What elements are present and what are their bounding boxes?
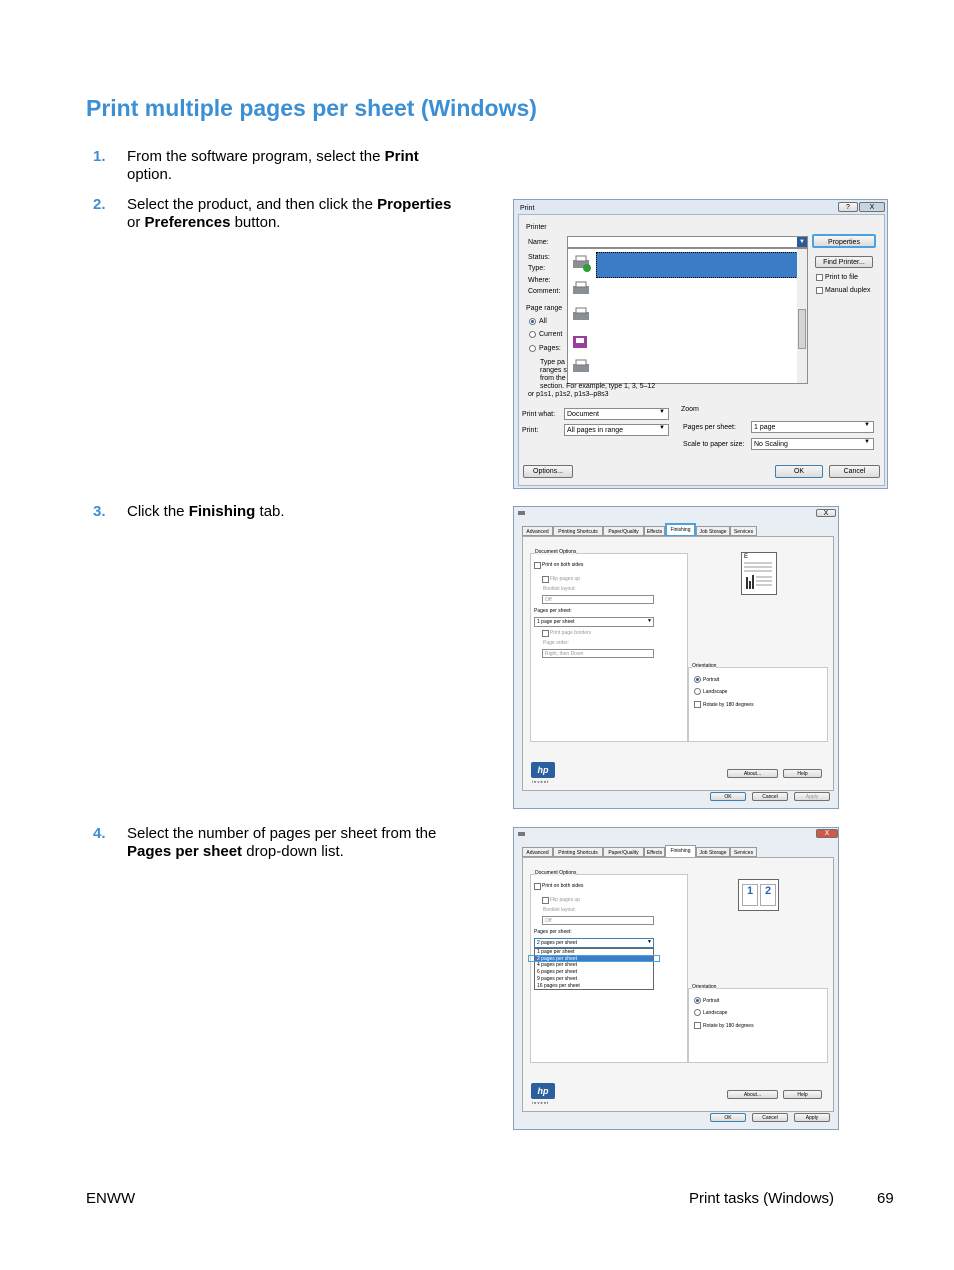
orientation-label: Orientation bbox=[692, 663, 717, 669]
document-options-label: Document Options bbox=[535, 549, 577, 555]
booklet-select[interactable]: Off bbox=[542, 916, 654, 925]
chevron-down-icon[interactable]: ▼ bbox=[659, 409, 665, 415]
close-title-button[interactable]: X bbox=[816, 829, 838, 838]
page-range-label: Page range bbox=[526, 305, 563, 312]
pages-per-sheet-select[interactable]: 2 pages per sheet bbox=[534, 938, 654, 948]
tab-services[interactable]: Services bbox=[730, 847, 757, 857]
printer-name-select[interactable] bbox=[567, 236, 808, 248]
cancel-button[interactable]: Cancel bbox=[752, 1113, 788, 1122]
all-label: All bbox=[539, 318, 547, 325]
apply-button[interactable]: Apply bbox=[794, 1113, 830, 1122]
name-label: Name: bbox=[528, 239, 549, 246]
step-bold: Properties bbox=[377, 196, 452, 213]
step-number: 3. bbox=[93, 503, 106, 520]
scale-label: Scale to paper size: bbox=[683, 441, 745, 448]
manual-duplex-checkbox[interactable] bbox=[816, 287, 823, 294]
pages-per-sheet-label: Pages per sheet: bbox=[683, 424, 736, 431]
print-label: Print: bbox=[522, 427, 539, 434]
comment-label: Comment: bbox=[528, 288, 561, 295]
tab-job-storage[interactable]: Job Storage bbox=[696, 526, 730, 536]
flip-pages-label: Flip pages up bbox=[550, 897, 581, 903]
apply-button[interactable]: Apply bbox=[794, 792, 830, 801]
step-number: 2. bbox=[93, 196, 106, 213]
current-radio[interactable] bbox=[529, 331, 536, 338]
printer-icon bbox=[518, 509, 525, 516]
options-button[interactable]: Options... bbox=[523, 465, 573, 478]
tab-finishing[interactable]: Finishing bbox=[665, 845, 696, 858]
help-button[interactable]: Help bbox=[783, 1090, 822, 1099]
printer-icon bbox=[570, 280, 592, 298]
document-options-label: Document Options bbox=[535, 870, 577, 876]
portrait-radio[interactable] bbox=[694, 676, 701, 683]
print-what-select[interactable]: Document bbox=[564, 408, 669, 420]
pages-radio[interactable] bbox=[529, 345, 536, 352]
selected-printer-row[interactable] bbox=[596, 252, 798, 278]
hp-logo: hp bbox=[531, 1083, 555, 1099]
tab-printing-shortcuts[interactable]: Printing Shortcuts bbox=[553, 526, 603, 536]
hp-logo: hp bbox=[531, 762, 555, 778]
status-label: Status: bbox=[528, 254, 550, 261]
rotate-label: Rotate by 180 degrees bbox=[703, 702, 754, 708]
tab-job-storage[interactable]: Job Storage bbox=[696, 847, 730, 857]
step-text: Select the product, and then click the bbox=[127, 196, 378, 213]
tab-paper-quality[interactable]: Paper/Quality bbox=[603, 526, 644, 536]
step-text: drop-down list. bbox=[242, 843, 344, 860]
page-order-label: Page order: bbox=[543, 640, 570, 646]
print-page-borders-label: Print page borders bbox=[550, 630, 592, 636]
rotate-checkbox[interactable] bbox=[694, 1022, 701, 1029]
tab-paper-quality[interactable]: Paper/Quality bbox=[603, 847, 644, 857]
step-bold: Finishing bbox=[188, 503, 256, 520]
step-text: From the software program, select the bbox=[127, 148, 385, 165]
cancel-button[interactable]: Cancel bbox=[752, 792, 788, 801]
print-to-file-checkbox[interactable] bbox=[816, 274, 823, 281]
tab-advanced[interactable]: Advanced bbox=[522, 847, 553, 857]
step-3 bbox=[93, 503, 463, 521]
dropdown-option[interactable]: 16 pages per sheet bbox=[537, 982, 580, 989]
landscape-radio[interactable] bbox=[694, 1009, 701, 1016]
step-text: Click the bbox=[127, 503, 189, 520]
print-to-file-label: Print to file bbox=[825, 274, 859, 281]
flip-pages-checkbox[interactable] bbox=[542, 576, 549, 583]
printer-icon bbox=[518, 830, 525, 837]
printer-icon bbox=[570, 254, 592, 272]
page-preview bbox=[741, 552, 777, 595]
finishing-dialog-screenshot bbox=[513, 506, 839, 809]
booklet-layout-label: Booklet layout: bbox=[543, 586, 576, 592]
step-text: Select the number of pages per sheet from the bbox=[127, 825, 437, 842]
ok-button[interactable]: OK bbox=[710, 792, 746, 801]
tab-printing-shortcuts[interactable]: Printing Shortcuts bbox=[553, 847, 603, 857]
page-number: 69 bbox=[877, 1190, 894, 1207]
page-title: Print multiple pages per sheet (Windows) bbox=[86, 95, 537, 121]
print-page-borders-checkbox[interactable] bbox=[542, 630, 549, 637]
tab-effects[interactable]: Effects bbox=[644, 526, 665, 536]
print-dialog-screenshot bbox=[513, 199, 888, 489]
printer-group-label: Printer bbox=[526, 224, 547, 231]
print-select[interactable]: All pages in range bbox=[564, 424, 669, 436]
rotate-label: Rotate by 180 degrees bbox=[703, 1023, 754, 1029]
page-preview bbox=[738, 879, 779, 911]
step-number: 4. bbox=[93, 825, 106, 842]
portrait-radio[interactable] bbox=[694, 997, 701, 1004]
step-text: or bbox=[127, 214, 145, 231]
printer-icon bbox=[570, 306, 592, 324]
landscape-radio[interactable] bbox=[694, 688, 701, 695]
print-both-sides-label: Print on both sides bbox=[542, 562, 584, 568]
step-bold: Preferences bbox=[144, 214, 231, 231]
chevron-down-icon[interactable]: ▼ bbox=[797, 237, 807, 247]
type-label: Type: bbox=[528, 265, 546, 272]
all-radio[interactable] bbox=[529, 318, 536, 325]
portrait-label: Portrait bbox=[703, 677, 720, 683]
preview-lines-icon bbox=[744, 561, 774, 591]
pages-per-sheet-screenshot bbox=[513, 827, 839, 1130]
step-text: option. bbox=[127, 166, 173, 183]
step-1 bbox=[93, 148, 463, 184]
dialog-title: Print bbox=[520, 205, 535, 212]
invent-text: i n v e n t bbox=[532, 1100, 549, 1105]
step-2 bbox=[93, 196, 463, 232]
page-range-hint: Type pa ranges s from the section. For example, type 1, 3, 5–12 or p1s1, p1s2, p1s3–p8s3 bbox=[528, 359, 656, 398]
step-text: button. bbox=[230, 214, 281, 231]
highlight-box bbox=[528, 955, 660, 962]
step-bold: Pages per sheet bbox=[127, 843, 243, 860]
step-4 bbox=[93, 825, 463, 861]
cancel-button[interactable]: Cancel bbox=[829, 465, 880, 478]
chevron-down-icon[interactable]: ▼ bbox=[864, 422, 870, 428]
about-button[interactable]: About... bbox=[727, 769, 778, 778]
orientation-label: Orientation bbox=[692, 984, 717, 990]
where-label: Where: bbox=[528, 277, 551, 284]
pages-per-sheet-select[interactable]: 1 page per sheet bbox=[534, 617, 654, 627]
find-printer-button[interactable]: Find Printer... bbox=[815, 256, 873, 268]
print-both-sides-label: Print on both sides bbox=[542, 883, 584, 889]
footer-section: Print tasks (Windows) bbox=[689, 1190, 835, 1207]
pages-per-sheet-label: Pages per sheet: bbox=[534, 929, 572, 935]
scrollbar[interactable] bbox=[797, 249, 807, 383]
tab-services[interactable]: Services bbox=[730, 526, 757, 536]
booklet-layout-label: Booklet layout: bbox=[543, 907, 576, 913]
tab-finishing[interactable]: Finishing bbox=[665, 523, 696, 537]
tab-advanced[interactable]: Advanced bbox=[522, 526, 553, 536]
preview-page-1: 1 bbox=[742, 884, 758, 906]
ok-button[interactable]: OK bbox=[710, 1113, 746, 1122]
landscape-label: Landscape bbox=[703, 1010, 728, 1016]
page-order-select[interactable]: Right, then Down bbox=[542, 649, 654, 658]
current-label: Current bbox=[539, 331, 563, 338]
tab-effects[interactable]: Effects bbox=[644, 847, 665, 857]
close-title-button[interactable]: X bbox=[859, 202, 885, 212]
print-what-label: Print what: bbox=[522, 411, 556, 418]
properties-button[interactable]: Properties bbox=[812, 234, 876, 248]
step-number: 1. bbox=[93, 148, 106, 165]
scale-select[interactable]: No Scaling bbox=[751, 438, 874, 450]
footer-left: ENWW bbox=[86, 1190, 136, 1207]
landscape-label: Landscape bbox=[703, 689, 728, 695]
zoom-label: Zoom bbox=[681, 406, 699, 413]
ok-button[interactable]: OK bbox=[775, 465, 823, 478]
dropdown-option-selected[interactable]: 2 pages per sheet bbox=[535, 956, 653, 963]
dropdown-option[interactable]: 6 pages per sheet bbox=[537, 969, 578, 976]
print-both-sides-checkbox[interactable] bbox=[534, 562, 541, 569]
chevron-down-icon[interactable]: ▼ bbox=[659, 425, 665, 431]
chevron-down-icon[interactable]: ▼ bbox=[647, 939, 652, 945]
preview-letter: E bbox=[744, 554, 749, 560]
invent-text: i n v e n t bbox=[532, 779, 549, 784]
dropdown-option[interactable]: 1 page per sheet bbox=[537, 949, 575, 955]
portrait-label: Portrait bbox=[703, 998, 720, 1004]
manual-duplex-label: Manual duplex bbox=[825, 287, 871, 294]
about-button[interactable]: About... bbox=[727, 1090, 778, 1099]
flip-pages-checkbox[interactable] bbox=[542, 897, 549, 904]
chevron-down-icon[interactable]: ▼ bbox=[864, 439, 870, 445]
close-title-button[interactable]: X bbox=[816, 509, 836, 517]
pages-per-sheet-label: Pages per sheet: bbox=[534, 608, 572, 614]
dropdown-option[interactable]: 4 pages per sheet bbox=[537, 962, 578, 969]
booklet-select[interactable]: Off bbox=[542, 595, 654, 604]
help-button[interactable]: Help bbox=[783, 769, 822, 778]
pages-label: Pages: bbox=[539, 345, 561, 352]
print-both-sides-checkbox[interactable] bbox=[534, 883, 541, 890]
step-text: tab. bbox=[255, 503, 285, 520]
step-bold: Print bbox=[384, 148, 419, 165]
fax-icon bbox=[570, 332, 592, 350]
dropdown-option[interactable]: 9 pages per sheet bbox=[537, 975, 578, 982]
help-title-button[interactable]: ? bbox=[838, 202, 858, 212]
pages-per-sheet-select[interactable]: 1 page bbox=[751, 421, 874, 433]
preview-page-2: 2 bbox=[760, 884, 776, 906]
chevron-down-icon[interactable]: ▼ bbox=[647, 618, 652, 624]
flip-pages-label: Flip pages up bbox=[550, 576, 581, 582]
rotate-checkbox[interactable] bbox=[694, 701, 701, 708]
